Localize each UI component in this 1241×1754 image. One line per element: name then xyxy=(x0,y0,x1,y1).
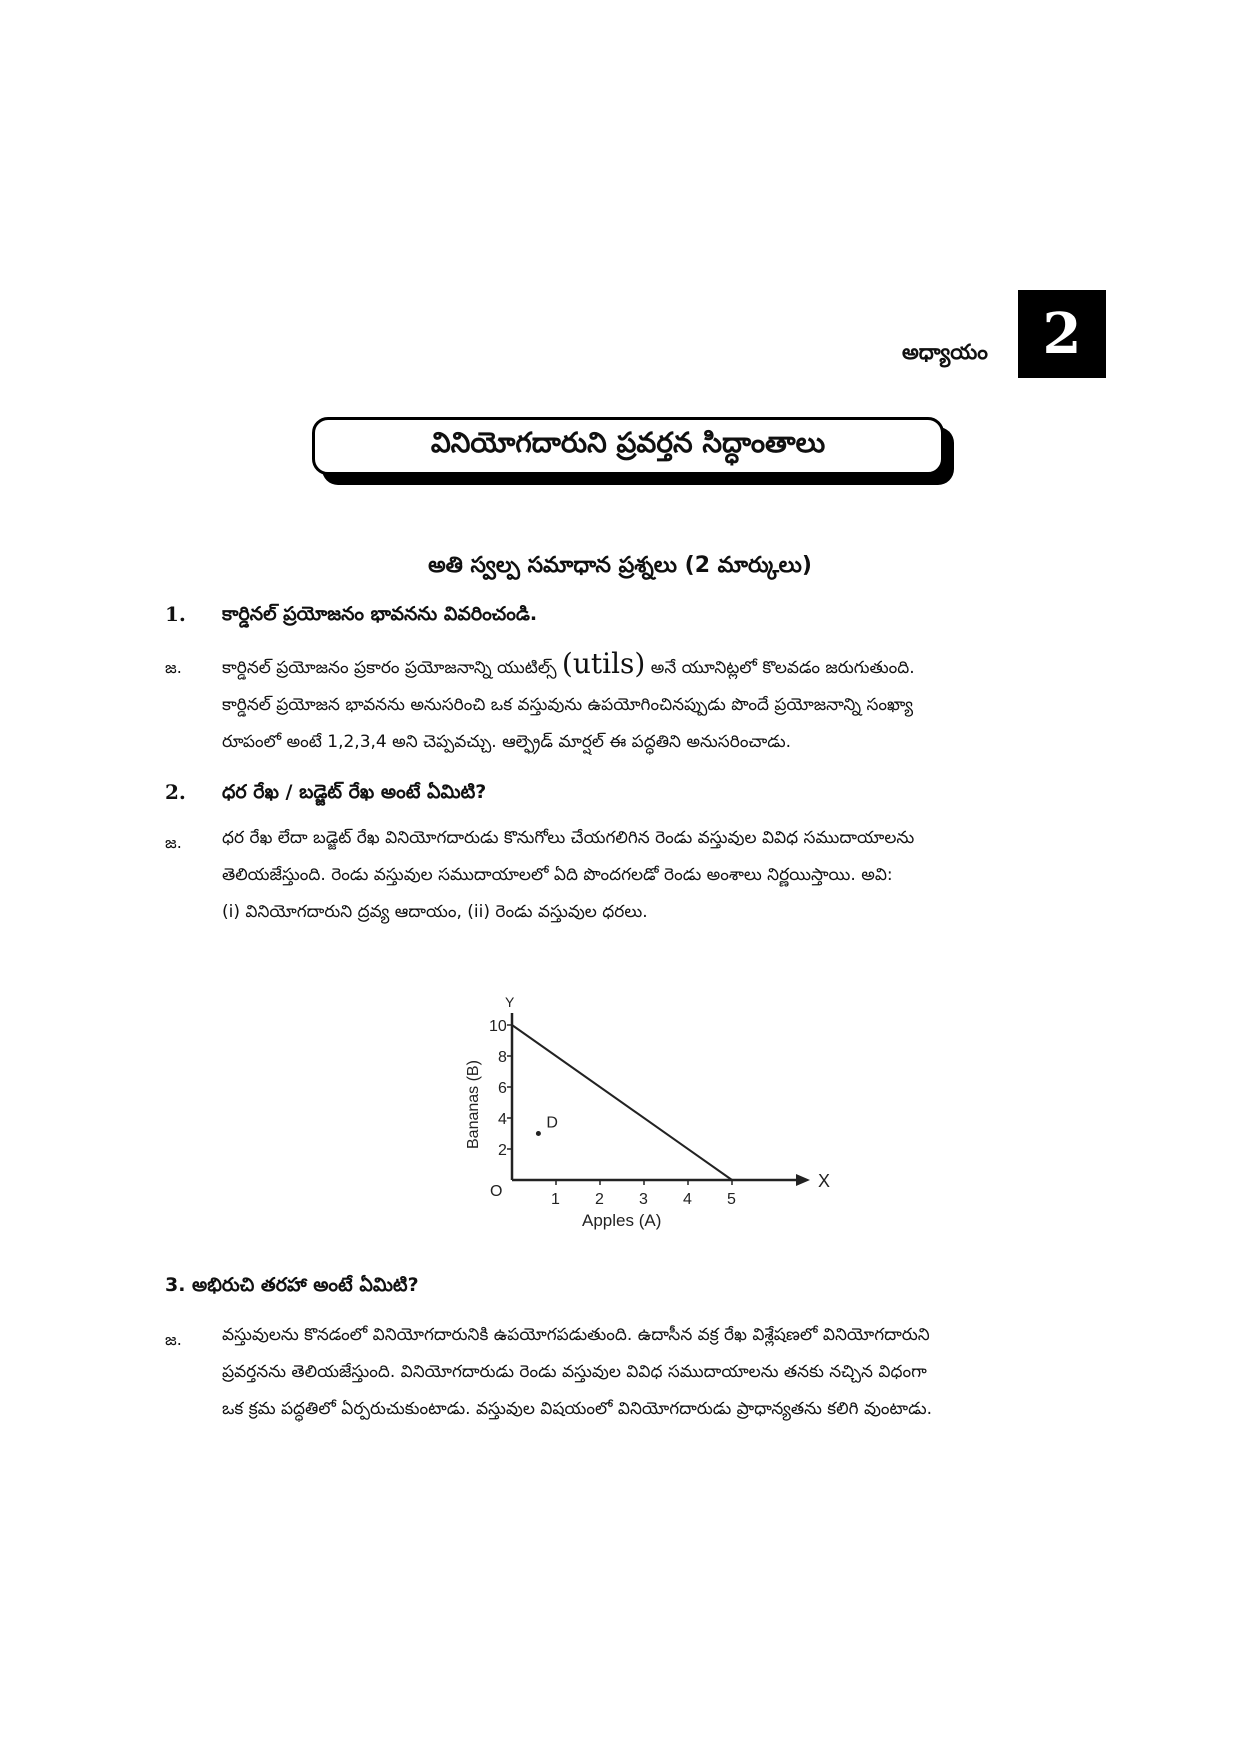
question-2-text: ధర రేఖ / బడ్జెట్ రేఖ అంటే ఏమిటి? xyxy=(222,781,487,803)
answer-3-mark: జ. xyxy=(165,1330,182,1349)
x-axis-letter: X xyxy=(818,1171,831,1191)
answer-2-line-3: (i) వినియోగదారుని ద్రవ్య ఆదాయం, (ii) రెండు వస్తువుల ధరలు. xyxy=(222,902,648,922)
x-tick-label: 1 xyxy=(551,1191,560,1208)
chapter-label: అధ్యాయం xyxy=(902,340,988,364)
answer-3 xyxy=(222,1317,1112,1428)
x-tick-label: 3 xyxy=(639,1191,648,1208)
x-tick-label: 4 xyxy=(683,1191,692,1208)
point-d-label: D xyxy=(546,1114,558,1132)
point-d-marker xyxy=(536,1131,541,1136)
answer-1-line-2: కార్డినల్ ప్రయోజన భావనను అనుసరించి ఒక వస్తువును ఉపయోగించినప్పుడు పొందే ప్రయోజనాన్ని సంఖ్యా xyxy=(222,695,914,715)
question-1-number: 1. xyxy=(165,602,186,626)
answer-2-line-2: తెలియజేస్తుంది. రెండు వస్తువుల సముదాయాలలో ఏది పొందగలడో రెండు అంశాలు నిర్ణయిస్తాయి. అవి: xyxy=(222,865,893,885)
chapter-number-badge: 2 xyxy=(1018,290,1106,378)
answer-1-line-3: రూపంలో అంటే 1,2,3,4 అని చెప్పవచ్చు. ఆల్ఫ్రెడ్ మార్షల్ ఈ పద్ధతిని అనుసరించాడు. xyxy=(222,732,792,752)
question-2-number: 2. xyxy=(165,780,186,804)
question-3-text: 3. అభిరుచి తరహా అంటే ఏమిటి? xyxy=(165,1274,419,1296)
answer-1 xyxy=(222,645,1112,761)
answer-1-line-1: కార్డినల్ ప్రయోజనం ప్రకారం ప్రయోజనాన్ని యుటిల్స్ (utils) అనే యూనిట్లలో కొలవడం జరుగుతుంది. xyxy=(222,647,915,680)
section-heading: అతి స్వల్ప సమాధాన ప్రశ్నలు (2 మార్కులు) xyxy=(428,553,812,578)
budget-line-chart xyxy=(440,960,831,1240)
question-1-text: కార్డినల్ ప్రయోజనం భావనను వివరించండి. xyxy=(222,603,538,625)
y-tick-label: 10 xyxy=(489,1018,507,1035)
chart-svg xyxy=(440,960,831,1240)
y-axis-letter: Y xyxy=(505,994,515,1010)
y-tick-label: 4 xyxy=(498,1111,507,1128)
y-tick-label: 2 xyxy=(498,1142,507,1159)
x-tick-label: 2 xyxy=(595,1191,604,1208)
chapter-title: వినియోగదారుని ప్రవర్తన సిద్ధాంతాలు xyxy=(312,417,944,475)
answer-1-mark: జ. xyxy=(165,658,182,677)
y-tick-label: 6 xyxy=(498,1080,507,1097)
answer-2 xyxy=(222,820,1112,931)
x-axis-title: Apples (A) xyxy=(582,1211,662,1230)
y-axis-title: Bananas (B) xyxy=(465,1060,482,1149)
answer-3-line-3: ఒక క్రమ పద్ధతిలో ఏర్పరుచుకుంటాడు. వస్తువుల విషయంలో వినియోగదారుడు ప్రాధాన్యతను కలిగి వుంటాడు. xyxy=(222,1399,932,1419)
answer-3-line-1: వస్తువులను కొనడంలో వినియోగదారునికి ఉపయోగపడుతుంది. ఉదాసీన వక్ర రేఖ విశ్లేషణలో వినియోగదారుని xyxy=(222,1325,930,1345)
x-tick-label: 5 xyxy=(727,1191,736,1208)
answer-3-line-2: ప్రవర్తనను తెలియజేస్తుంది. వినియోగదారుడు రెండు వస్తువుల వివిధ సముదాయాలను తనకు నచ్చిన విధంగా xyxy=(222,1362,927,1382)
origin-label: O xyxy=(490,1183,503,1200)
answer-2-line-1: ధర రేఖ లేదా బడ్జెట్ రేఖ వినియోగదారుడు కొనుగోలు చేయగలిగిన రెండు వస్తువుల వివిధ సముదాయాలను xyxy=(222,828,915,848)
x-axis-arrow xyxy=(796,1174,810,1186)
budget-line xyxy=(512,1025,732,1180)
y-tick-label: 8 xyxy=(498,1049,507,1066)
answer-2-mark: జ. xyxy=(165,833,182,852)
